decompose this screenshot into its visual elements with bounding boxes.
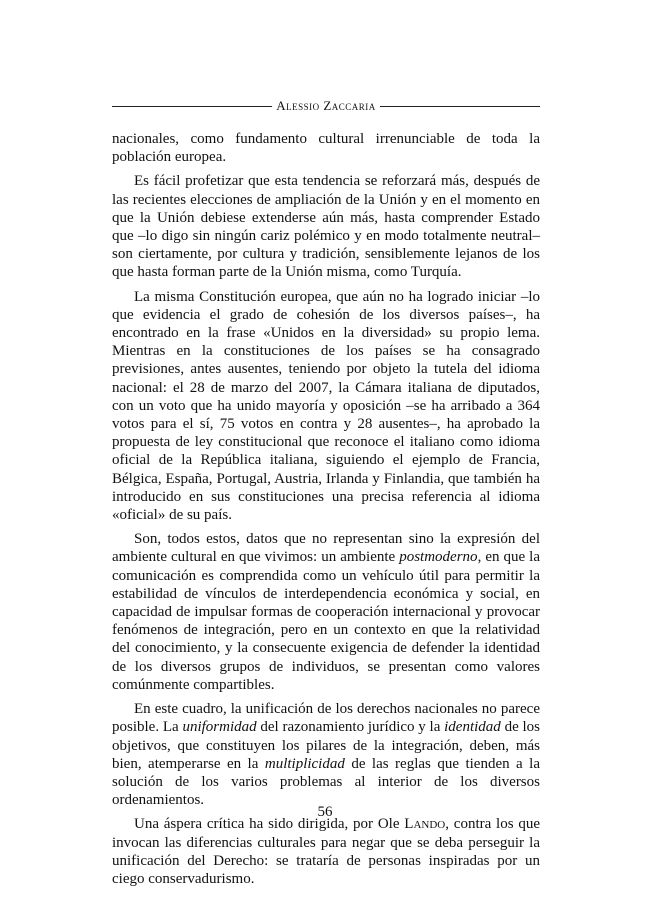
paragraph xyxy=(112,815,540,888)
emphasis: multiplicidad xyxy=(264,755,345,772)
text-run: , en que la comunicación es comprendida como un vehículo útil para permitir la estabilidad de vínculos de interdependencia económica y social, en capacidad de impulsar formas de cooperación internacional y provocar fenómenos de integración, pero en un contexto en que la relatividad del conocimiento, y la consecuente exigencia de defender la identidad de los diversos grupos de individuos, se presentan como valores comúnmente compartibles. xyxy=(112,549,541,693)
page-number: 56 xyxy=(317,804,333,820)
header-rule-right xyxy=(380,106,540,107)
text-run: Son, todos estos, datos que no representan sino la expresión del ambiente cultural en que vivimos: un ambiente xyxy=(112,531,540,566)
text-run: En este cuadro, la unificación de los derechos nacionales no parece posible. La xyxy=(112,701,540,736)
paragraph: nacionales, como fundamento cultural irrenunciable de toda la población europea. xyxy=(112,131,540,166)
running-title: Alessio Zaccaria xyxy=(276,98,376,113)
header-rule-left xyxy=(112,106,272,107)
paragraph: La misma Constitución europea, que aún no ha logrado iniciar –lo que evidencia el grado de cohesión de los diversos países–, ha encontrado en la frase «Unidos en la diversidad» su propio lema. Mientras en la constituciones de los países se ha consagrado previsiones, antes ausentes, teniendo por objeto la tutela del idioma nacional: el 28 de marzo del 2007, la Cámara italiana de diputados, con un voto que ha unido mayoría y oposición –se ha arribado a 364 votos para el sí, 75 votos en contra y 28 ausentes–, ha aprobado la propuesta de ley constitucional que reconoce el italiano como idioma oficial de la República italiana, siguiendo el ejemplo de Francia, Bélgica, España, Portugal, Austria, Irlanda y Finlandia, que también ha introducido en sus constituciones una precisa referencia al idioma «oficial» de su país. xyxy=(112,288,540,524)
emphasis: postmoderno xyxy=(399,549,478,566)
emphasis: identidad xyxy=(444,719,501,736)
text-run: de las reglas que tienden a la solución de los varios problemas al interior de los diversos ordenamientos. xyxy=(112,755,540,809)
paragraph xyxy=(112,700,540,809)
emphasis: uniformidad xyxy=(182,719,257,736)
text-run: de los objetivos, que constituyen los pilares de la integración, deben, más bien, atemperarse en la xyxy=(112,719,541,772)
body-text xyxy=(112,130,540,894)
text-run: del razonamiento jurídico y la xyxy=(256,719,445,736)
text-run: , contra los que invocan las diferencias culturales para negar que se deba perseguir la unificación del Derecho: se trataría de personas inspiradas por un ciego conservadurismo. xyxy=(112,816,541,887)
text-run: Una áspera crítica ha sido dirigida, por Ole xyxy=(134,816,405,833)
paragraph: Es fácil profetizar que esta tendencia se reforzará más, después de las recientes elecciones de ampliación de la Unión y en el momento en que la Unión debiese extenderse aún más, hasta comprender Estado que –lo digo sin ningún cariz polémico y en modo totalmente neutral– son ciertamente, por cultura y tradición, sensiblemente lejanos de los que hasta forman parte de la Unión misma, como Turquía. xyxy=(112,173,540,281)
running-header xyxy=(112,96,540,116)
paragraph xyxy=(112,530,540,694)
author-name: Lando xyxy=(404,816,446,833)
